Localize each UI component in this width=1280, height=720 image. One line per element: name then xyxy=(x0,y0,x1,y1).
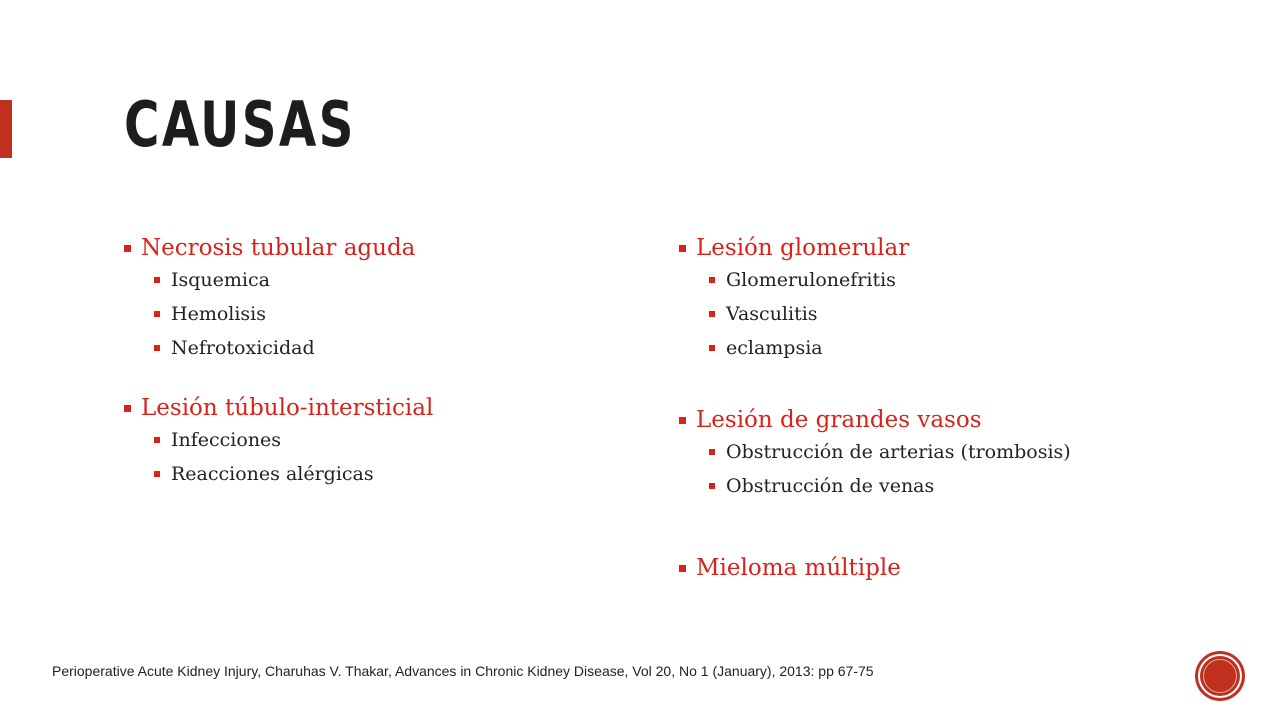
square-bullet-icon xyxy=(679,417,686,424)
cause-item: Obstrucción de venas xyxy=(679,469,1071,503)
square-bullet-icon xyxy=(709,345,715,351)
cause-item: Vasculitis xyxy=(679,297,1071,331)
cause-heading: Mieloma múltiple xyxy=(679,553,1071,583)
left-column xyxy=(124,233,433,515)
cause-group xyxy=(124,233,433,365)
cause-heading: Lesión de grandes vasos xyxy=(679,405,1071,435)
cause-group xyxy=(679,233,1071,365)
square-bullet-icon xyxy=(154,345,160,351)
square-bullet-icon xyxy=(709,449,715,455)
square-bullet-icon xyxy=(154,311,160,317)
right-column xyxy=(679,233,1071,607)
square-bullet-icon xyxy=(154,437,160,443)
square-bullet-icon xyxy=(154,471,160,477)
square-bullet-icon xyxy=(709,277,715,283)
cause-item: Glomerulonefritis xyxy=(679,263,1071,297)
square-bullet-icon xyxy=(709,311,715,317)
square-bullet-icon xyxy=(679,245,686,252)
cause-item: Obstrucción de arterias (trombosis) xyxy=(679,435,1071,469)
square-bullet-icon xyxy=(124,405,131,412)
reference-footer: Perioperative Acute Kidney Injury, Charuhas V. Thakar, Advances in Chronic Kidney Disease, Vol 20, No 1 (January), 2013: pp 67-75 xyxy=(52,663,874,679)
cause-item: Reacciones alérgicas xyxy=(124,457,433,491)
square-bullet-icon xyxy=(709,483,715,489)
cause-item: eclampsia xyxy=(679,331,1071,365)
square-bullet-icon xyxy=(124,245,131,252)
cause-item: Hemolisis xyxy=(124,297,433,331)
cause-item: Isquemica xyxy=(124,263,433,297)
cause-heading: Lesión glomerular xyxy=(679,233,1071,263)
slide-title: CAUSAS xyxy=(124,88,356,161)
cause-group xyxy=(679,405,1071,503)
cause-heading: Lesión túbulo-intersticial xyxy=(124,393,433,423)
cause-group xyxy=(124,393,433,491)
cause-item: Infecciones xyxy=(124,423,433,457)
square-bullet-icon xyxy=(679,565,686,572)
title-accent-bar xyxy=(0,100,12,158)
cause-item: Nefrotoxicidad xyxy=(124,331,433,365)
cause-group xyxy=(679,553,1071,583)
cause-heading: Necrosis tubular aguda xyxy=(124,233,433,263)
nav-ring-icon xyxy=(1203,659,1237,693)
square-bullet-icon xyxy=(154,277,160,283)
